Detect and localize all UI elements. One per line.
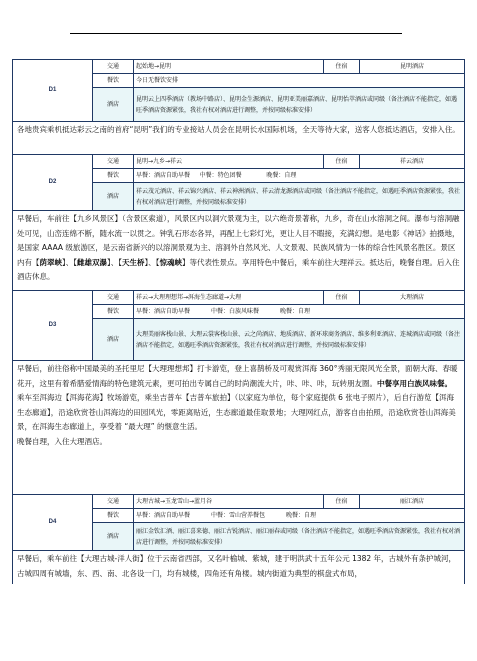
day-table-d2 <box>12 154 465 211</box>
hotel-label: 酒店 <box>93 88 134 122</box>
meal-label: 餐饮 <box>93 509 134 523</box>
route-value: 昆明→九乡→祥云 <box>134 155 324 169</box>
stay-label: 住宿 <box>324 495 360 509</box>
meal-value <box>134 169 465 183</box>
desc-text: 】、【 <box>62 257 77 267</box>
stay-value: 大理酒店 <box>360 291 465 305</box>
day-table-d3 <box>12 290 465 361</box>
hotel-label: 酒店 <box>93 319 134 361</box>
desc-highlight: 惊魂峡 <box>159 257 182 267</box>
route-value: 祥云→大理理想邦→洱海生态廊道→大理 <box>134 291 324 305</box>
day-table-d4 <box>12 494 465 551</box>
desc-text: 】、【 <box>107 257 122 267</box>
day-description <box>12 211 465 290</box>
stay-label: 住宿 <box>324 291 360 305</box>
hotel-label: 酒店 <box>93 183 134 211</box>
meal-breakfast: 早餐：酒店自助早餐 <box>136 172 191 179</box>
route-label: 交通 <box>93 495 134 509</box>
hotel-list: 大理美丽客栈山景、大理云裳客栈山景、云之尚酒店、地质酒店、新环球商务酒店、维多利亚酒店、连城酒店或同级（备注酒店不能指定，如遇旺季酒店资源紧张，我社有权对酒店进行调整，并按同级标准安排） <box>134 319 465 361</box>
day-table-d1 <box>12 59 465 122</box>
stay-label: 住宿 <box>324 155 360 169</box>
top-rule <box>70 33 402 34</box>
route-label: 交通 <box>93 60 134 74</box>
desc-highlight: 雌雄双瀑 <box>77 257 107 267</box>
desc-text: 】、【 <box>144 257 160 267</box>
day-label: D4 <box>13 495 93 551</box>
desc-text: 早餐后，前往俗称中国最美的圣托里尼【大理理想邦】打卡游览，登上喜鹊桥及可观赏洱海 360°秀丽无限风光全景，面朝大海、春暖花开，这里有着希腊爱情海的特色建筑元素，更可拍出专属自己的时尚潮流大片，咔、咔、咔，玩转朋友圈。 <box>17 364 458 388</box>
day-label: D2 <box>13 155 93 211</box>
meal-dinner: 晚餐：自理 <box>266 172 297 179</box>
meal-breakfast: 早餐：酒店自助早餐 <box>136 512 191 519</box>
stay-value: 昆明酒店 <box>360 60 465 74</box>
day-description <box>12 361 465 494</box>
desc-text: 】等代表性景点。享用特色中餐后，乘车前往大理祥云。抵达后，晚餐自理。后入住酒店休息。 <box>17 257 460 282</box>
stay-value: 丽江酒店 <box>360 495 465 509</box>
day-label: D1 <box>13 60 93 122</box>
hotel-list: 祥云茂元酒店、祥云锦兴酒店、祥云神洲酒店、祥云清龙源酒店或同级（备注酒店不能指定，如遇旺季酒店资源紧张，我社有权对酒店进行调整，并按同级标准安排） <box>134 183 465 211</box>
meal-lunch: 中餐：特色团餐 <box>199 172 242 179</box>
itinerary <box>12 59 465 584</box>
desc-text: 乘车至洱海边【洱海花海】牧场游览，乘坐吉普车【吉普车旅拍】（以家庭为单位，每个家庭提供 6 张电子照片），后自行游览【洱海生态廊道】，沿途欣赏苍山洱海边的田园风光，零距离贴近，生态廊道最佳取景地；大理网红点，游客自由拍照，沿途欣赏苍山洱海美景，在洱海生态廊道上，享受着 “最大理” 的惬意生活。 <box>17 393 456 432</box>
desc-highlight: 天生桥 <box>122 257 145 267</box>
meal-label: 餐饮 <box>93 74 134 88</box>
meal-value <box>134 305 465 319</box>
desc-text: 晚餐自理，入住大理酒店。 <box>17 436 107 446</box>
hotel-list: 昆明云上四季酒店（教场中路店）、昆明金生源酒店、昆明亚美丽嘉酒店、昆明怡萃酒店或同级（备注酒店不能指定，如遇旺季酒店资源紧张，我社有权对酒店进行调整，并按同级标准安排） <box>134 88 465 122</box>
route-value: 大理古城→玉龙雪山→蓝月谷 <box>134 495 324 509</box>
route-value: 起始地→昆明 <box>134 60 324 74</box>
desc-highlight: 荫翠峡 <box>39 257 62 267</box>
hotel-label: 酒店 <box>93 523 134 551</box>
day-description: 早餐后，乘车前往【大理古城-洋人街】位于云南省西部，又名叶榆城、紫城，建于明洪武十五年公元 1382 年，古城外有条护城河，古城四周有城墙，东、西、南、北各设一门，均有城楼，四角还有角楼。城内街道为典型的棋盘式布局， <box>12 551 465 584</box>
meal-lunch: 中餐：白族风味餐 <box>211 308 260 315</box>
hotel-list: 丽江金钦汇酒、丽江喜来德、丽江古锐酒店、丽江丽春或同级（备注酒店不能指定，如遇旺季酒店资源紧张，我社有权对酒店进行调整，并按同级标准安排） <box>134 523 465 551</box>
day-description: 各地贵宾乘机抵达彩云之南的首府“昆明”我们的专业接站人员会在昆明长水国际机场，全天等待大家，送客人您抵达酒店，安排入住。 <box>12 122 465 154</box>
desc-text: 早餐后，车前往【九乡风景区】（含景区索道），风景区内以洞穴景观为主，以六绝奇景著称，九乡，奇在山水溶洞之间。瀑布与溶洞融处可见，山峦连绵不断，随水流一以贯之。钟乳石形态各异，再配上七彩灯光，更让人目不暇接，充满幻想。是电影《神话》拍摄地，是国家 AAAA 级旅游区，是云南省新兴的以溶洞景观为主、溶洞外自然风光、人文景观、民族风情为一体的综合性风景名胜区。景区内有【 <box>17 214 460 267</box>
meal-dinner: 晚餐：自理 <box>280 308 311 315</box>
meal-breakfast: 早餐：酒店自助早餐 <box>136 308 191 315</box>
meal-label: 餐饮 <box>93 169 134 183</box>
meal-dinner: 晚餐：自理 <box>286 512 317 519</box>
route-label: 交通 <box>93 291 134 305</box>
meal-value: 今日无餐饮安排 <box>134 74 465 88</box>
stay-value: 祥云酒店 <box>360 155 465 169</box>
desc-highlight: 中餐享用白族风味餐。 <box>377 378 452 388</box>
meal-label: 餐饮 <box>93 305 134 319</box>
meal-lunch: 中餐：雪山营养餐包 <box>211 512 266 519</box>
route-label: 交通 <box>93 155 134 169</box>
stay-label: 住宿 <box>324 60 360 74</box>
meal-value <box>134 509 465 523</box>
day-label: D3 <box>13 291 93 361</box>
